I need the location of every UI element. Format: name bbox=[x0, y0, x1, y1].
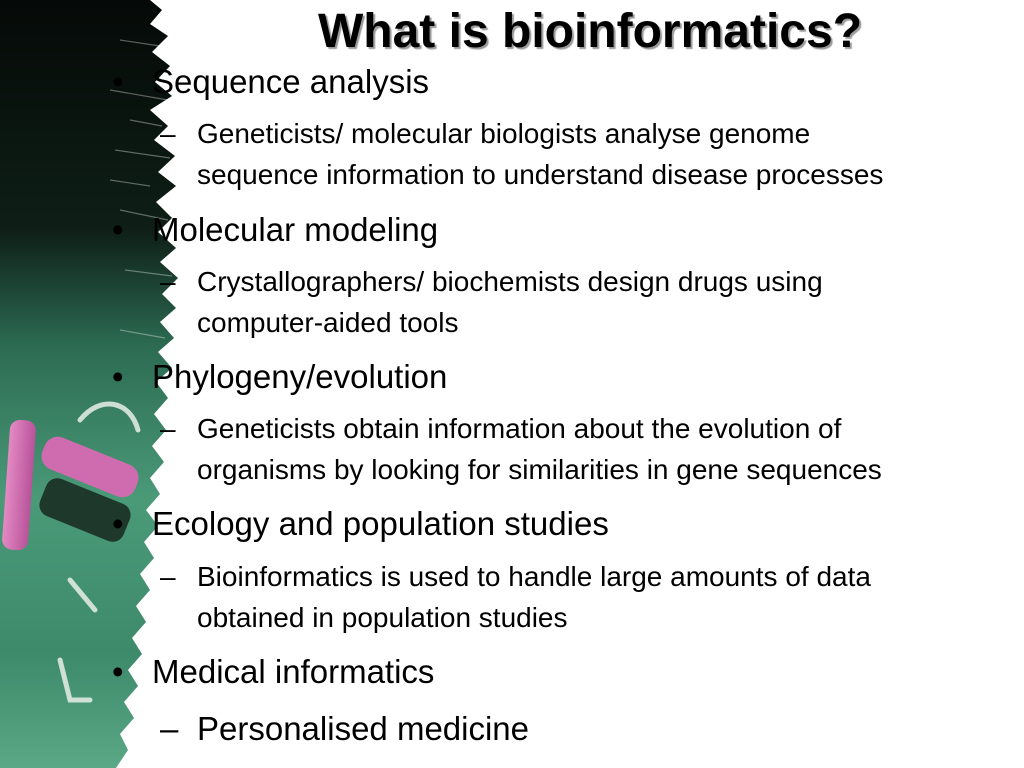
sub-item-text: Geneticists/ molecular biologists analyse genome bbox=[197, 118, 811, 149]
sub-item bbox=[160, 261, 823, 302]
dash-icon: – bbox=[160, 118, 176, 149]
bullet-icon: • bbox=[112, 653, 124, 690]
bullet-icon: • bbox=[112, 63, 124, 100]
sub-item-continuation bbox=[197, 154, 883, 195]
sub-item-text: computer-aided tools bbox=[197, 307, 459, 338]
bullet-item-molecular-modeling bbox=[112, 210, 439, 250]
dash-icon: – bbox=[160, 561, 176, 592]
bullet-icon: • bbox=[112, 211, 124, 248]
slide-title: What is bioinformatics? bbox=[317, 5, 863, 58]
bullet-icon: • bbox=[112, 358, 124, 395]
bullet-item-phylogeny-evolution bbox=[112, 357, 448, 397]
bullet-heading: Sequence analysis bbox=[152, 63, 430, 100]
sub-item-text: Geneticists obtain information about the evolution of bbox=[197, 413, 842, 444]
bullet-item-ecology-population bbox=[112, 504, 609, 544]
sub-item-text: Crystallographers/ biochemists design drugs using bbox=[197, 266, 823, 297]
bullet-heading: Phylogeny/evolution bbox=[152, 358, 448, 395]
sub-item-text: obtained in population studies bbox=[197, 602, 568, 633]
sub-item bbox=[160, 709, 530, 749]
sub-item bbox=[160, 556, 871, 597]
sub-item bbox=[160, 408, 842, 449]
sub-item-continuation bbox=[197, 449, 882, 490]
dash-icon: – bbox=[160, 710, 179, 747]
sub-item-continuation bbox=[197, 302, 458, 343]
sub-item-text: Personalised medicine bbox=[197, 710, 530, 747]
dash-icon: – bbox=[160, 413, 176, 444]
bullet-item-sequence-analysis bbox=[112, 62, 430, 102]
dash-icon: – bbox=[160, 266, 176, 297]
bullet-heading: Ecology and population studies bbox=[152, 505, 609, 542]
bullet-heading: Medical informatics bbox=[152, 653, 435, 690]
sub-item-continuation bbox=[197, 597, 568, 638]
sub-item bbox=[160, 113, 811, 154]
bullet-heading: Molecular modeling bbox=[152, 211, 439, 248]
sub-item-text: organisms by looking for similarities in gene sequences bbox=[197, 454, 882, 485]
sub-item-text: sequence information to understand disease processes bbox=[197, 159, 884, 190]
bullet-icon: • bbox=[112, 505, 124, 542]
bullet-item-medical-informatics bbox=[112, 652, 435, 692]
sub-item-text: Bioinformatics is used to handle large amounts of data bbox=[197, 561, 871, 592]
